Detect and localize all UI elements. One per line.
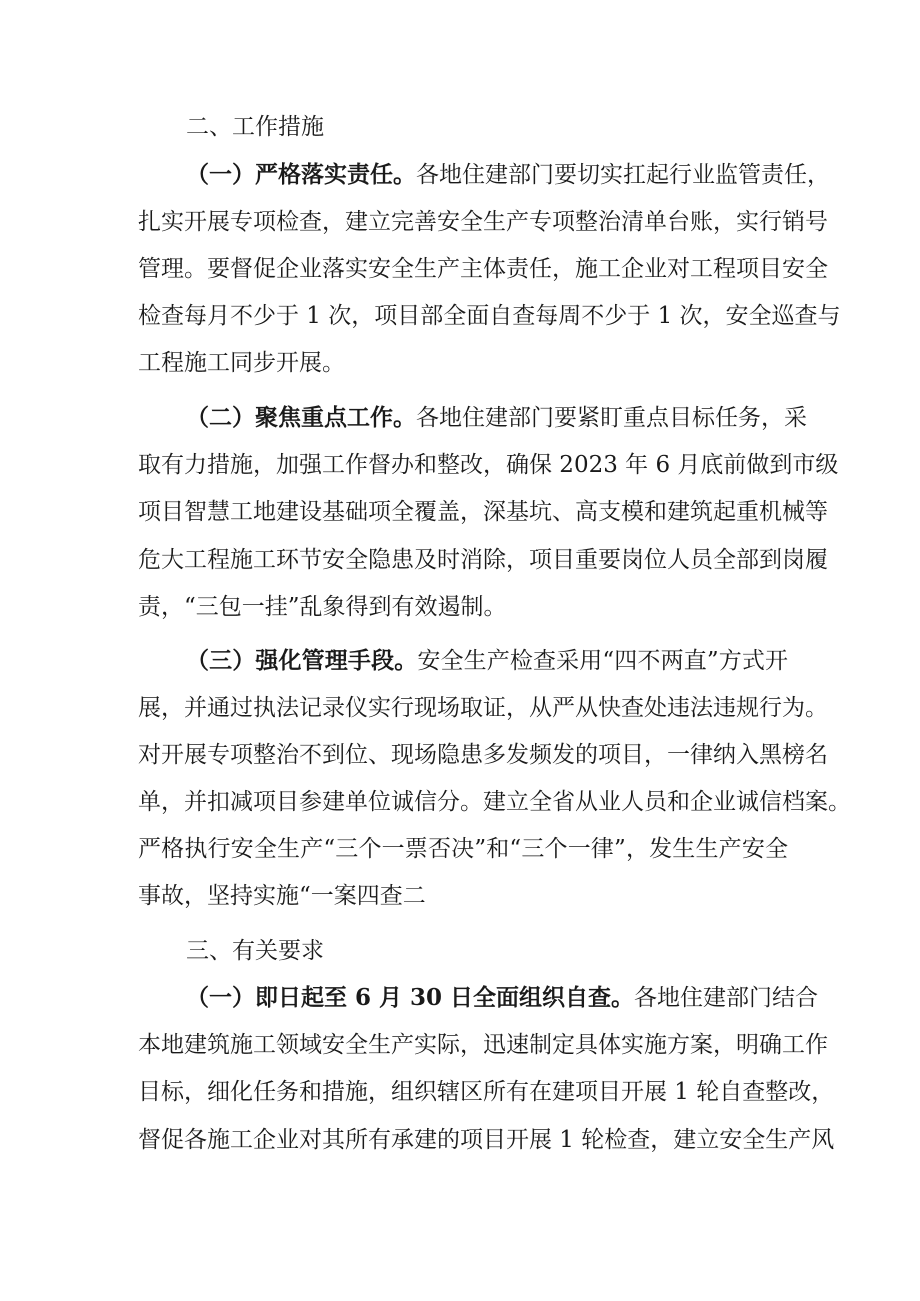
- paragraph-line: 目标，细化任务和措施，组织辖区所有在建项目开展 1 轮自查整改，: [138, 1079, 835, 1105]
- paragraph-line: 危大工程施工环节安全隐患及时消除，项目重要岗位人员全部到岗履: [138, 547, 828, 573]
- paragraph-line: 督促各施工企业对其所有承建的项目开展 1 轮检查，建立安全生产风: [138, 1127, 835, 1153]
- paragraph-line: 扎实开展专项检查，建立完善安全生产专项整治清单台账，实行销号: [138, 209, 828, 235]
- item-text: 各地住建部门结合: [634, 985, 819, 1011]
- section-heading-measures: [186, 107, 324, 147]
- paragraph-line: 展，并通过执法记录仪实行现场取证，从严从快查处违法违规行为。: [138, 695, 828, 721]
- item-title: （一）严格落实责任。: [186, 161, 416, 188]
- section-heading-text: 三、有关要求: [186, 938, 324, 964]
- paragraph-line: 严格执行安全生产“三个一票否决”和“三个一律”，发生生产安全: [138, 836, 788, 862]
- section-heading-requirements: [186, 931, 324, 971]
- paragraph-line: 取有力措施，加强工作督办和整改，确保 2023 年 6 月底前做到市级: [138, 452, 839, 478]
- paragraph-line: [186, 978, 819, 1018]
- item-text: 各地住建部门要紧盯重点目标任务，采: [416, 405, 807, 431]
- paragraph-line: [186, 155, 830, 195]
- paragraph-line: 对开展专项整治不到位、现场隐患多发频发的项目，一律纳入黑榜名: [138, 742, 828, 768]
- paragraph-line: 事故，坚持实施“一案四查二: [138, 883, 426, 909]
- paragraph-line: [186, 641, 788, 681]
- item-title: （一）即日起至 6 月 30 日全面组织自查。: [186, 984, 635, 1011]
- paragraph-line: 单，并扣减项目参建单位诚信分。建立全省从业人员和企业诚信档案。: [138, 789, 851, 815]
- paragraph-line: [186, 398, 807, 438]
- paragraph-line: 工程施工同步开展。: [138, 350, 345, 376]
- paragraph-line: 检查每月不少于 1 次，项目部全面自查每周不少于 1 次，安全巡查与: [138, 303, 841, 329]
- item-text: 安全生产检查采用“四不两直”方式开: [417, 648, 788, 674]
- paragraph-line: 管理。要督促企业落实安全生产主体责任，施工企业对工程项目安全: [138, 256, 828, 282]
- section-heading-text: 二、工作措施: [186, 114, 324, 140]
- paragraph-line: 责，“三包一挂”乱象得到有效遏制。: [138, 594, 507, 620]
- item-title: （二）聚焦重点工作。: [186, 404, 416, 431]
- item-text: 各地住建部门要切实扛起行业监管责任，: [416, 162, 830, 188]
- paragraph-line: 项目智慧工地建设基础项全覆盖，深基坑、高支模和建筑起重机械等: [138, 499, 828, 525]
- paragraph-line: 本地建筑施工领域安全生产实际，迅速制定具体实施方案，明确工作: [138, 1032, 828, 1058]
- item-title: （三）强化管理手段。: [186, 647, 418, 674]
